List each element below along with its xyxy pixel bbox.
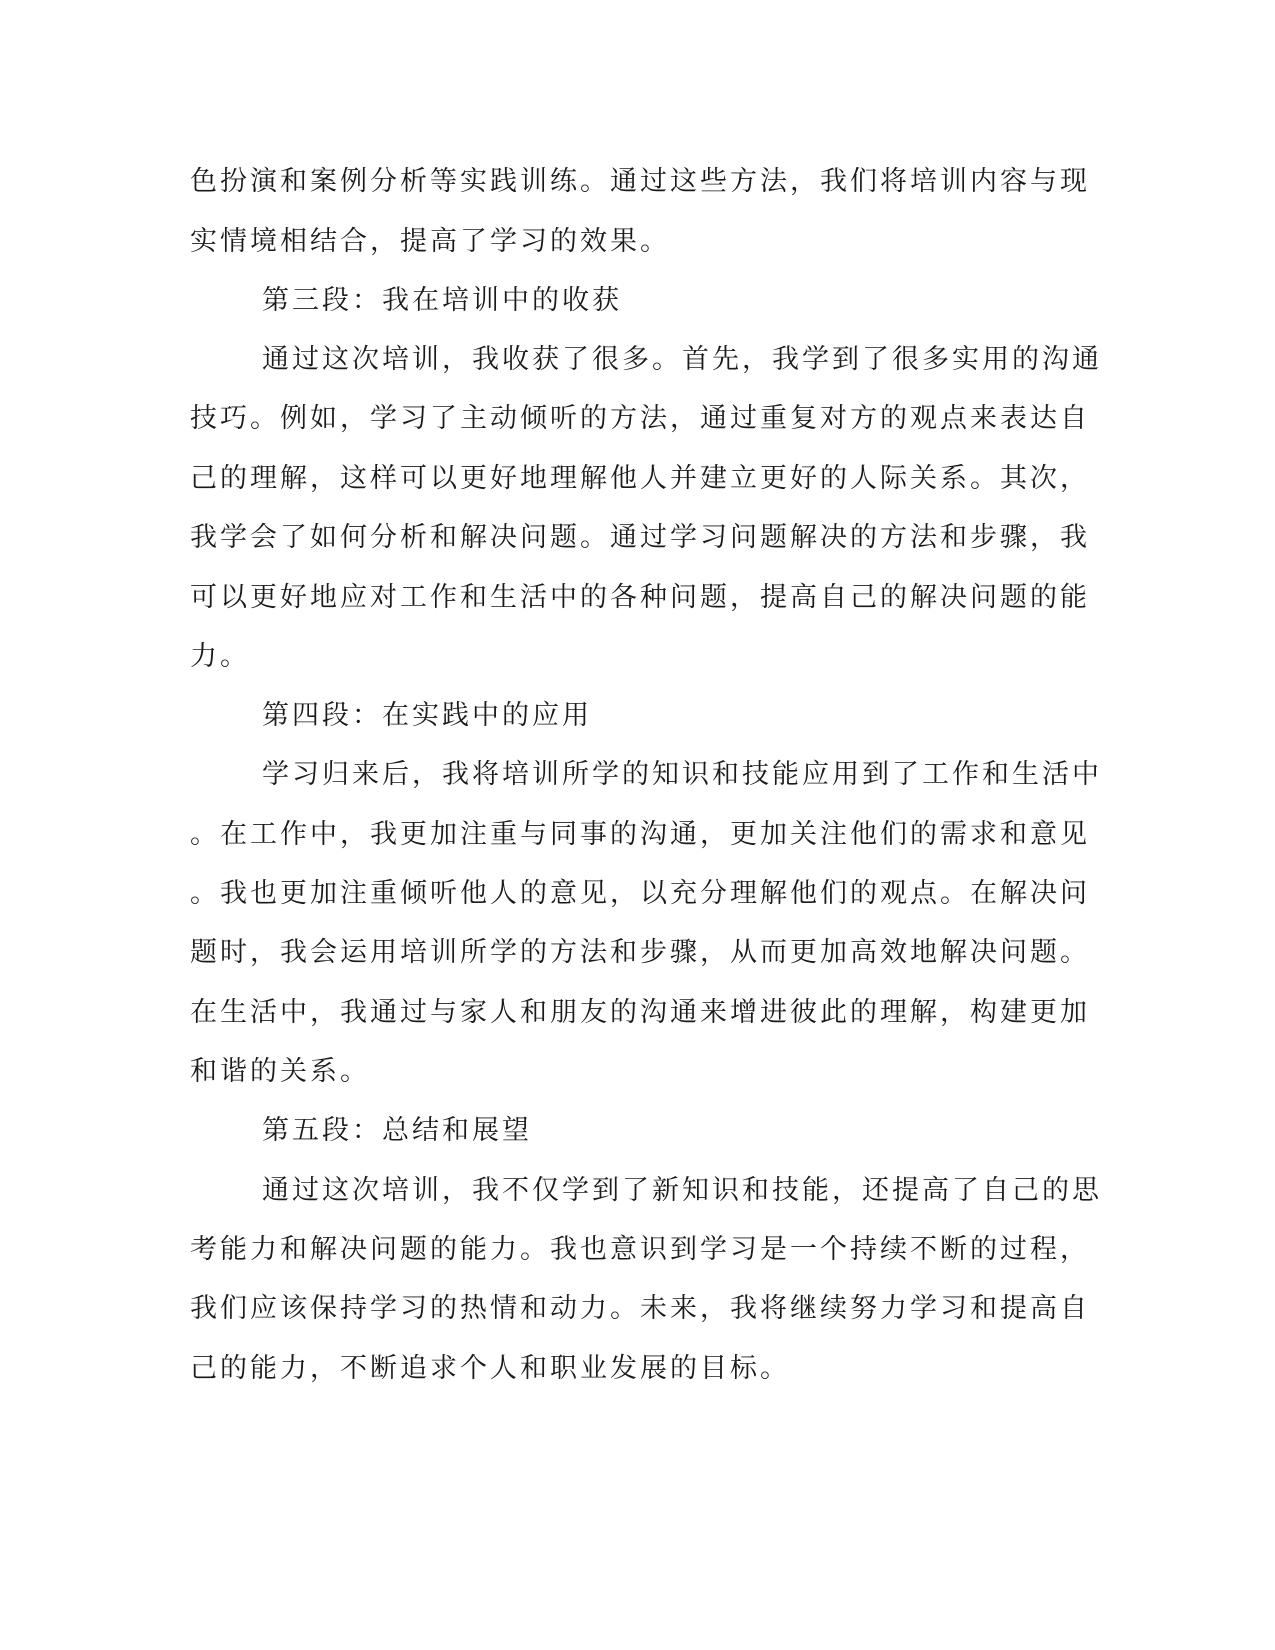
body-text-line: 。在工作中，我更加注重与同事的沟通，更加关注他们的需求和意见 <box>190 819 1090 850</box>
body-text-line: 和谐的关系。 <box>190 1056 370 1087</box>
body-text-line: 我们应该保持学习的热情和动力。未来，我将继续努力学习和提高自 <box>190 1293 1090 1324</box>
body-text-line: 通过这次培训，我不仅学到了新知识和技能，还提高了自己的思 <box>262 1175 1102 1206</box>
body-text-line: 力。 <box>190 641 250 672</box>
body-text-line: 己的理解，这样可以更好地理解他人并建立更好的人际关系。其次， <box>190 463 1090 494</box>
body-text-line: 我学会了如何分析和解决问题。通过学习问题解决的方法和步骤，我 <box>190 522 1090 553</box>
body-text-line: 色扮演和案例分析等实践训练。通过这些方法，我们将培训内容与现 <box>190 166 1090 197</box>
section-heading-3: 第三段：我在培训中的收获 <box>262 285 622 316</box>
body-text-line: 实情境相结合，提高了学习的效果。 <box>190 226 670 257</box>
body-text-line: 学习归来后，我将培训所学的知识和技能应用到了工作和生活中 <box>262 759 1102 790</box>
body-text-line: 在生活中，我通过与家人和朋友的沟通来增进彼此的理解，构建更加 <box>190 997 1090 1028</box>
body-text-line: 己的能力，不断追求个人和职业发展的目标。 <box>190 1353 790 1384</box>
body-text-line: 考能力和解决问题的能力。我也意识到学习是一个持续不断的过程， <box>190 1234 1090 1265</box>
body-text-line: 。我也更加注重倾听他人的意见，以充分理解他们的观点。在解决问 <box>190 878 1090 909</box>
section-heading-4: 第四段：在实践中的应用 <box>262 700 592 731</box>
section-heading-5: 第五段：总结和展望 <box>262 1115 532 1146</box>
body-text-line: 题时，我会运用培训所学的方法和步骤，从而更加高效地解决问题。 <box>190 937 1090 968</box>
body-text-line: 技巧。例如，学习了主动倾听的方法，通过重复对方的观点来表达自 <box>190 403 1090 434</box>
body-text-line: 可以更好地应对工作和生活中的各种问题，提高自己的解决问题的能 <box>190 582 1090 613</box>
body-text-line: 通过这次培训，我收获了很多。首先，我学到了很多实用的沟通 <box>262 344 1102 375</box>
